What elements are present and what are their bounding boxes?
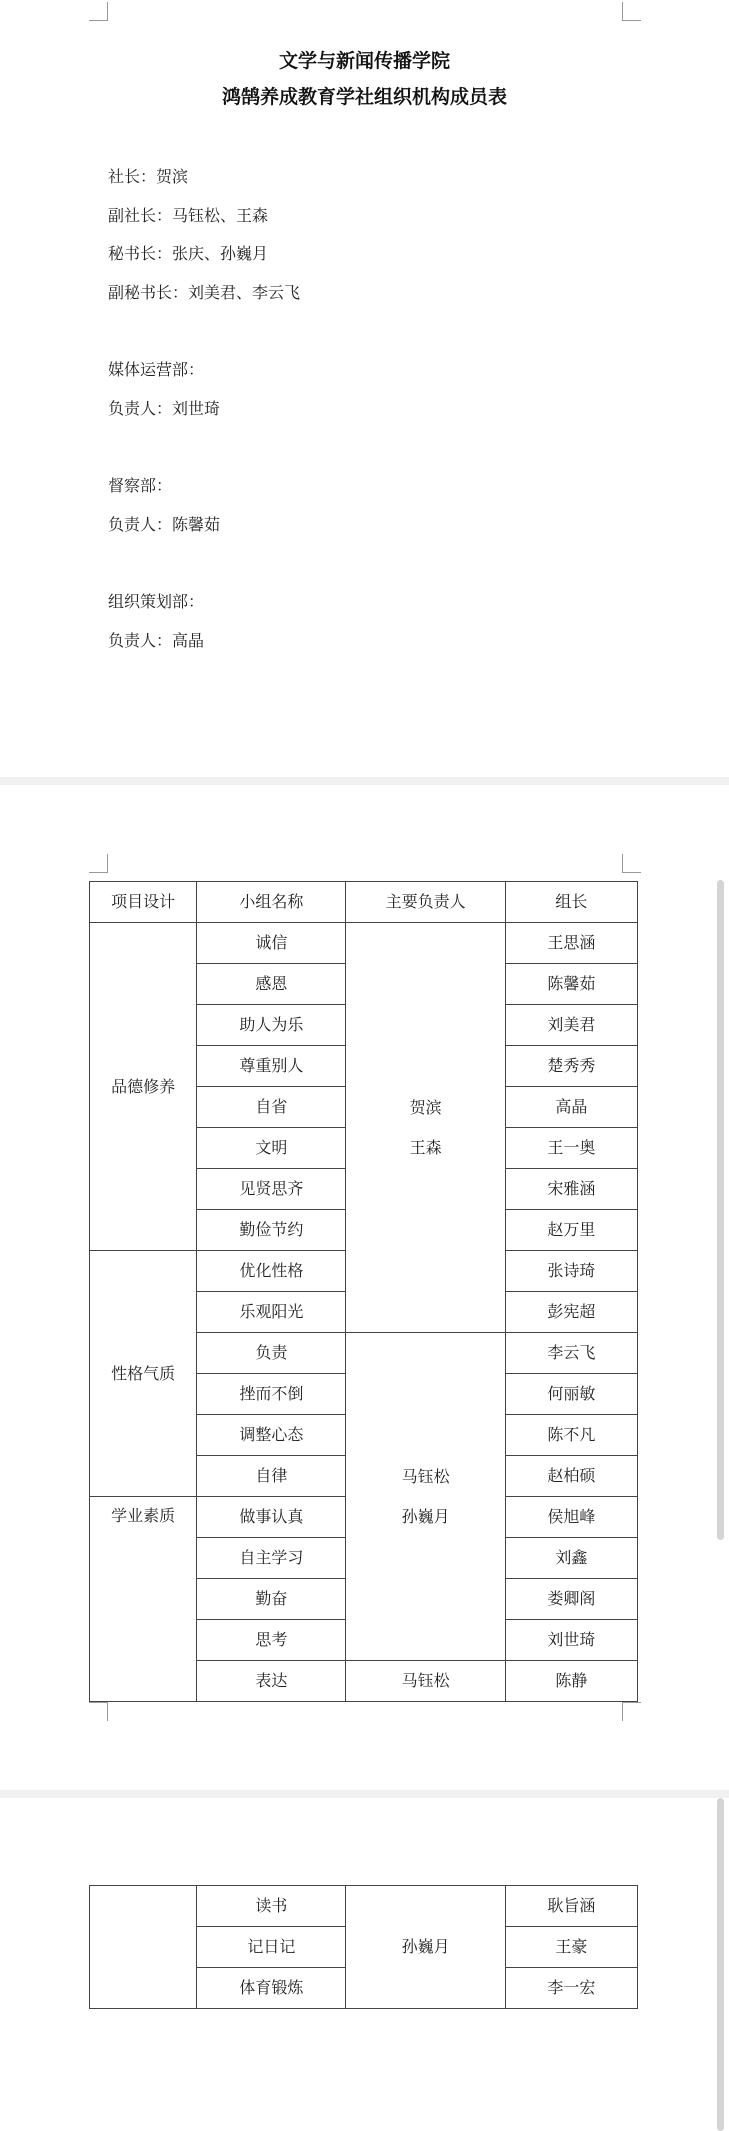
group-name-cell: 感恩 xyxy=(197,964,346,1005)
page-margin-corner xyxy=(89,2,108,21)
secretary-general-line: 秘书长：张庆、孙巍月 xyxy=(108,244,269,263)
table-header-cell: 项目设计 xyxy=(90,882,197,923)
document-title-line1: 文学与新闻传播学院 xyxy=(278,50,450,72)
document-page-2 xyxy=(0,785,729,1790)
group-name-cell: 自主学习 xyxy=(197,1538,346,1579)
team-leader-cell: 李一宏 xyxy=(505,1968,637,2009)
table-header-cell: 小组名称 xyxy=(197,882,346,923)
team-leader-cell: 侯旭峰 xyxy=(505,1497,637,1538)
group-name-cell: 调整心态 xyxy=(197,1415,346,1456)
category-cell: 学业素质 xyxy=(90,1497,197,1702)
table-header-row xyxy=(90,882,638,923)
page-margin-corner xyxy=(89,1702,108,1721)
group-name-cell: 乐观阳光 xyxy=(197,1292,346,1333)
group-name-cell: 体育锻炼 xyxy=(197,1968,346,2009)
team-leader-cell: 张诗琦 xyxy=(505,1251,637,1292)
page-margin-corner xyxy=(622,854,641,873)
category-cell: 性格气质 xyxy=(90,1251,197,1497)
team-leader-cell: 高晶 xyxy=(505,1087,637,1128)
team-leader-cell: 陈不凡 xyxy=(505,1415,637,1456)
document-title-line2: 鸿鹄养成教育学社组织机构成员表 xyxy=(221,86,507,108)
document-page-1 xyxy=(0,0,729,777)
main-leader-name: 马钰松 xyxy=(401,1466,450,1486)
table-header-cell: 主要负责人 xyxy=(346,882,505,923)
team-leader-cell: 陈馨茹 xyxy=(505,964,637,1005)
team-leader-cell: 赵万里 xyxy=(505,1210,637,1251)
deputy-secretary-general-line: 副秘书长：刘美君、李云飞 xyxy=(108,283,301,302)
group-name-cell: 自律 xyxy=(197,1456,346,1497)
group-name-cell: 见贤思齐 xyxy=(197,1169,346,1210)
vertical-scrollbar[interactable] xyxy=(717,880,724,1540)
group-name-cell: 尊重别人 xyxy=(197,1046,346,1087)
group-name-cell: 思考 xyxy=(197,1620,346,1661)
page-margin-corner xyxy=(89,854,108,873)
table-row xyxy=(90,923,638,964)
planning-dept-head: 负责人：高晶 xyxy=(108,631,205,650)
team-leader-cell: 赵柏硕 xyxy=(505,1456,637,1497)
main-leader-cell: 马钰松 xyxy=(346,1661,505,1702)
organization-table-continued xyxy=(89,1885,638,2009)
team-leader-cell: 陈静 xyxy=(505,1661,637,1702)
vice-president-line: 副社长：马钰松、王森 xyxy=(108,206,269,225)
group-name-cell: 挫而不倒 xyxy=(197,1374,346,1415)
team-leader-cell: 彭宪超 xyxy=(505,1292,637,1333)
category-cell: 品德修养 xyxy=(90,923,197,1251)
group-name-cell: 表达 xyxy=(197,1661,346,1702)
group-name-cell: 文明 xyxy=(197,1128,346,1169)
group-name-cell: 助人为乐 xyxy=(197,1005,346,1046)
team-leader-cell: 刘鑫 xyxy=(505,1538,637,1579)
main-leader-name: 王森 xyxy=(409,1137,442,1157)
organization-table xyxy=(89,881,638,1702)
group-name-cell: 优化性格 xyxy=(197,1251,346,1292)
category-cell xyxy=(90,1886,197,2009)
team-leader-cell: 李云飞 xyxy=(505,1333,637,1374)
main-leader-name: 贺滨 xyxy=(409,1097,442,1117)
page-margin-corner xyxy=(622,2,641,21)
team-leader-cell: 王一奥 xyxy=(505,1128,637,1169)
president-line: 社长：贺滨 xyxy=(108,167,189,186)
planning-dept-heading: 组织策划部： xyxy=(108,592,205,611)
supervision-dept-head: 负责人：陈馨茹 xyxy=(108,515,221,534)
page-margin-corner xyxy=(622,1702,641,1721)
group-name-cell: 记日记 xyxy=(197,1927,346,1968)
team-leader-cell: 宋雅涵 xyxy=(505,1169,637,1210)
group-name-cell: 读书 xyxy=(197,1886,346,1927)
group-name-cell: 做事认真 xyxy=(197,1497,346,1538)
group-name-cell: 自省 xyxy=(197,1087,346,1128)
team-leader-cell: 王豪 xyxy=(505,1927,637,1968)
group-name-cell: 勤奋 xyxy=(197,1579,346,1620)
team-leader-cell: 刘世琦 xyxy=(505,1620,637,1661)
team-leader-cell: 王思涵 xyxy=(505,923,637,964)
table-header-cell: 组长 xyxy=(505,882,637,923)
group-name-cell: 勤俭节约 xyxy=(197,1210,346,1251)
team-leader-cell: 娄卿阁 xyxy=(505,1579,637,1620)
main-leader-cell: 孙巍月 xyxy=(346,1886,505,2009)
group-name-cell: 诚信 xyxy=(197,923,346,964)
team-leader-cell: 耿旨涵 xyxy=(505,1886,637,1927)
team-leader-cell: 何丽敏 xyxy=(505,1374,637,1415)
main-leader-name: 孙巍月 xyxy=(401,1506,450,1526)
vertical-scrollbar[interactable] xyxy=(717,1798,724,2131)
supervision-dept-heading: 督察部： xyxy=(108,476,173,495)
main-leader-cell xyxy=(346,923,505,1333)
table-row xyxy=(90,1886,638,1927)
media-dept-head: 负责人：刘世琦 xyxy=(108,399,221,418)
document-page-3 xyxy=(0,1798,729,2131)
team-leader-cell: 刘美君 xyxy=(505,1005,637,1046)
media-dept-heading: 媒体运营部： xyxy=(108,360,205,379)
main-leader-cell xyxy=(346,1333,505,1661)
team-leader-cell: 楚秀秀 xyxy=(505,1046,637,1087)
group-name-cell: 负责 xyxy=(197,1333,346,1374)
